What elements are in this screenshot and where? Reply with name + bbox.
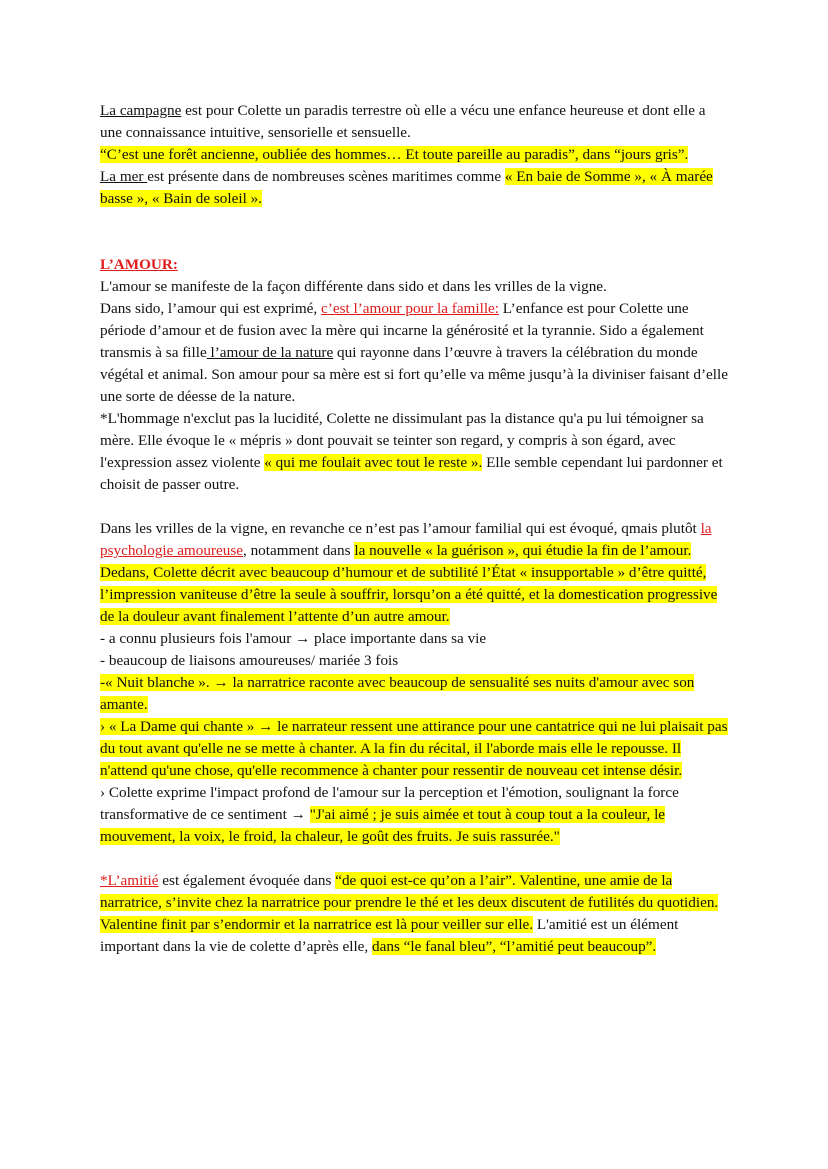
impact-paragraph — [100, 782, 728, 848]
amitie-lead: *L’amitié — [100, 872, 159, 889]
vrilles-link: la psychologie amoureuse — [100, 520, 712, 559]
hommage-text-b: Elle semble cependant lui pardonner et choisit de passer outre. — [100, 454, 723, 493]
sido-text-a: Dans sido, l’amour qui est exprimé, — [100, 300, 322, 317]
sido-paragraph — [100, 298, 728, 408]
spacer — [100, 496, 728, 518]
vrilles-text-a: Dans les vrilles de la vigne, en revanche ce n’est pas l’amour familial qui est évoqué, qmais plutôt — [100, 520, 701, 537]
nuit-blanche: -« Nuit blanche ». → la narratrice raconte avec beaucoup de sensualité ses nuits d'amour avec son amante. — [100, 674, 695, 713]
hommage-paragraph — [100, 408, 728, 496]
sido-text-c: qui rayonne dans l’œuvre à travers la célébration du monde végétal et animal. Son amour pour sa mère est si fort qu’elle va même jusqu’à la diviniser faisant d’elle une sorte de déesse de la nature. — [100, 344, 728, 405]
campagne-lead: La campagne — [100, 102, 182, 119]
sido-link: c’est l’amour pour la famille: — [321, 300, 499, 317]
mer-text: est présente dans de nombreuses scènes maritimes comme — [147, 168, 505, 185]
campagne-quote: “C’est une forêt ancienne, oubliée des hommes… Et toute pareille au paradis”, dans “jours gris”. — [100, 146, 689, 163]
bullet-2: - beaucoup de liaisons amoureuses/ mariée 3 fois — [100, 652, 399, 669]
amitie-text-b: L'amitié est un élément important dans la vie de colette d’après elle, — [100, 916, 679, 955]
mer-lead: La mer — [100, 168, 148, 185]
spacer — [100, 848, 728, 870]
amitie-highlight: “de quoi est-ce qu’on a l’air”. Valentine, une amie de la narratrice, s’invite chez la narratrice pour prendre le thé et les deux discutent de futilités du quotidien. Valentine finit par s’endormir et la narratrice est là pour veiller sur elle. — [100, 872, 719, 933]
amour-intro: L'amour se manifeste de la façon différente dans sido et dans les vrilles de la vigne. — [100, 278, 607, 295]
mer-titles: « En baie de Somme », « À marée basse », « Bain de soleil ». — [100, 168, 713, 207]
campagne-quote-paragraph — [100, 144, 728, 166]
campagne-paragraph — [100, 100, 728, 144]
sido-nature: l’amour de la nature — [206, 344, 334, 361]
mer-paragraph — [100, 166, 728, 210]
amitie-quote: dans “le fanal bleu”, “l’amitié peut beaucoup”. — [372, 938, 657, 955]
impact-quote: "J'ai aimé ; je suis aimée et tout à coup tout a la couleur, le mouvement, la voix, le froid, la chaleur, le goût des fruits. Je suis rassurée." — [100, 806, 666, 845]
dame-qui-chante: › « La Dame qui chante » → le narrateur ressent une attirance pour une cantatrice qui ne lui plaisait pas du tout avant qu'elle ne se mette à chanter. A la fin du récital, il l'aborde mais elle le repousse. Il n'attend qu'une chose, qu'elle recommence à chanter pour ressentir de nouveau cet intense désir. — [100, 718, 728, 779]
hommage-text-a: *L'hommage n'exclut pas la lucidité, Colette ne dissimulant pas la distance qu'a pu lui témoigner sa mère. Elle évoque le « mépris » dont pouvait se teinter son regard, y compris à son égard, avec l'expression assez violente — [100, 410, 704, 471]
impact-text: › Colette exprime l'impact profond de l'amour sur la perception et l'émotion, soulignant la force transformative de ce sentiment → — [100, 784, 679, 823]
hommage-quote: « qui me foulait avec tout le reste ». — [264, 454, 483, 471]
amitie-text-a: est également évoquée dans — [158, 872, 336, 889]
vrilles-text-b: , notamment dans — [242, 542, 355, 559]
spacer — [100, 210, 728, 254]
sido-text-b: L’enfance est pour Colette une période d’amour et de fusion avec la mère qui incarne la générosité et la tyrannie. Sido a également transmis à sa fille — [100, 300, 704, 361]
vrilles-paragraph — [100, 518, 728, 628]
nuit-blanche-paragraph — [100, 672, 728, 716]
amitie-paragraph — [100, 870, 728, 958]
dame-paragraph — [100, 716, 728, 782]
amour-heading: L’AMOUR: — [100, 256, 178, 273]
campagne-text: est pour Colette un paradis terrestre où elle a vécu une enfance heureuse et dont elle a une connaissance intuitive, sensorielle et sensuelle. — [100, 102, 706, 141]
amour-heading-paragraph — [100, 254, 728, 276]
bullet-1: - a connu plusieurs fois l'amour → place importante dans sa vie — [100, 630, 487, 647]
vrilles-highlight: la nouvelle « la guérison », qui étudie la fin de l’amour. Dedans, Colette décrit avec beaucoup d’humour et de subtilité l’État « insupportable » d’être quitté, l’impression vaniteuse d’être la seule à souffrir, lorsqu’on a été quitté, et la domestication progressive de la douleur avant finalement l’attente d’un autre amour. — [100, 542, 718, 625]
